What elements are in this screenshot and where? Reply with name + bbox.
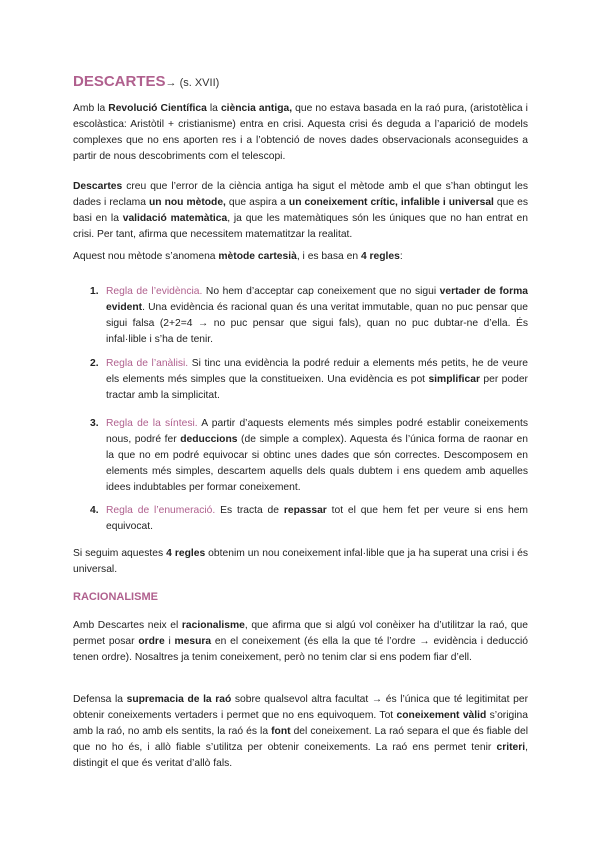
section-heading-rationalism: RACIONALISME <box>73 591 158 603</box>
paragraph-rationalism: Amb Descartes neix el racionalisme, que afirma que si algú vol conèixer ha d’utilitzar la raó, que permet posar ordre i mesura en el coneixement (és ella la que té l’ordre → evidència i deducció tenen ordre). Nosaltres ja tenim coneixement, però no tenim clar si ens podem fiar d’ell. <box>73 620 528 663</box>
list-item: 4. Regla de l’enumeració. Es tracta de repassar tot el que hem fet per veure si ens hem equivocat. <box>90 505 528 532</box>
paragraph-supremacy-of-reason: Defensa la supremacia de la raó sobre qualsevol altra facultat → és l’única que té legitimitat per obtenir coneixements vertaders i permet que no ens equivoquem. Tot coneixement vàlid s’origina amb la raó, no amb els sentits, la raó és la font del coneixement. La raó separa el que és fiable del que no ho és, i allò fiable s’utilitza per obtenir coneixements. La raó ens permet tenir criteri, distingit el que és veritat d’allò fals. <box>73 694 529 769</box>
rule-name: Regla de la síntesi. <box>106 418 198 429</box>
page-title <box>73 73 219 91</box>
rule-name: Regla de l’enumeració. <box>106 505 216 516</box>
paragraph-rules-conclusion: Si seguim aquestes 4 regles obtenim un nou coneixement infal·lible que ja ha superat una crisi i és universal. <box>73 548 528 575</box>
list-item: 3. Regla de la síntesi. A partir d’aquests elements més simples podré establir coneixements nous, podré fer deduccions (de simple a complex). Aquesta és l’única forma de raonar en la que no em podré equivocar si obtinc unes dades que són correctes. Descomposem en elements més simples, descartem aquells dels quals dubtem i ens quedem amb aquelles idees indubtables per formar coneixement. <box>90 418 528 493</box>
paragraph-descartes-method: Descartes creu que l’error de la ciència antiga ha sigut el mètode amb el que s’han obtingut les dades i reclama un nou mètode, que aspira a un coneixement crític, infalible i universal que es basi en la validació matemàtica, ja que les matemàtiques són les úniques que no han entrat en crisi. Per tant, afirma que necessitem matematitzar la realitat. <box>73 181 528 240</box>
rule-name: Regla de l’evidència. <box>106 286 203 297</box>
rule-name: Regla de l’anàlisi. <box>106 358 189 369</box>
list-item: 1. Regla de l’evidència. No hem d’acceptar cap coneixement que no sigui vertader de forma evident. Una evidència és racional quan és una veritat immutable, quan no puc pensar que sigui falsa (2+2=4 → no puc pensar que sigui fals), quan no puc dubtar-ne d’ella. És infal·lible i s’ha de tenir. <box>90 286 528 345</box>
title-main: DESCARTES <box>73 73 166 90</box>
list-item: 2. Regla de l’anàlisi. Si tinc una evidència la podré reduir a elements més petits, he de veure els elements més simples que la constitueixen. Una evidència es pot simplificar per poder tractar amb la simplicitat. <box>90 358 528 401</box>
paragraph-cartesian-method: Aquest nou mètode s’anomena mètode cartesià, i es basa en 4 regles: <box>73 251 403 262</box>
paragraph-scientific-revolution: Amb la Revolució Científica la ciència antiga, que no estava basada en la raó pura, (aristotèlica i escolàstica: Aristòtil + cristianisme) entra en crisi. Aquesta crisi és deguda a l’aparició de models complexes que no ens aporten res i a l’obtenció de noves dades observacionals aconseguides a partir de nous descobriments com el telescopi. <box>73 103 528 162</box>
title-period: → (s. XVII) <box>165 77 220 89</box>
